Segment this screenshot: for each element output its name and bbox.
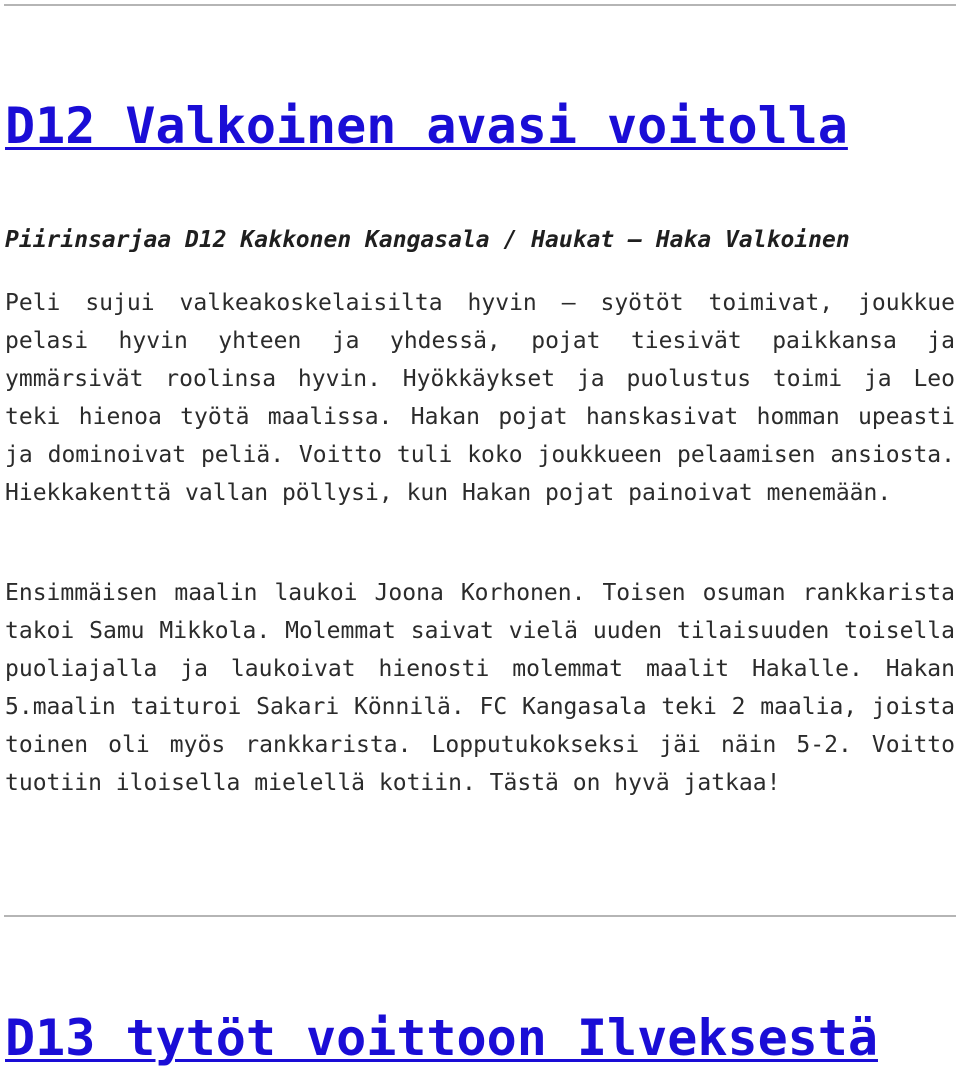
article-paragraph-2: Ensimmäisen maalin laukoi Joona Korhonen. Toisen osuman rankkarista takoi Samu Mikkola. Molemmat saivat vielä uuden tilaisuuden toisella puoliajalla ja laukoivat hienosti molemmat maalit Hakalle. Hakan 5.maalin taituroi Sakari Könnilä. FC Kangasala teki 2 maalia, joista toinen oli myös rankkarista. Lopputukokseksi jäi näin 5-2. Voitto tuotiin iloisella mielellä kotiin. Tästä on hyvä jatkaa! (5, 580, 955, 796)
article-title (5, 96, 848, 156)
next-article-title (5, 1008, 878, 1068)
article-divider (4, 915, 956, 917)
next-article-title-link[interactable]: D13 tytöt voittoon Ilveksestä (5, 1009, 878, 1067)
top-divider (4, 4, 956, 6)
article-title-link[interactable]: D12 Valkoinen avasi voitolla (5, 97, 848, 155)
article-subtitle: Piirinsarjaa D12 Kakkonen Kangasala / Haukat – Haka Valkoinen (5, 227, 850, 253)
article-paragraph-1: Peli sujui valkeakoskelaisilta hyvin – syötöt toimivat, joukkue pelasi hyvin yhteen ja yhdessä, pojat tiesivät paikkansa ja ymmärsivät roolinsa hyvin. Hyökkäykset ja puolustus toimi ja Leo teki hienoa työtä maalissa. Hakan pojat hanskasivat homman upeasti ja dominoivat peliä. Voitto tuli koko joukkueen pelaamisen ansiosta. Hiekkakenttä vallan pöllysi, kun Hakan pojat painoivat menemään. (5, 290, 955, 506)
